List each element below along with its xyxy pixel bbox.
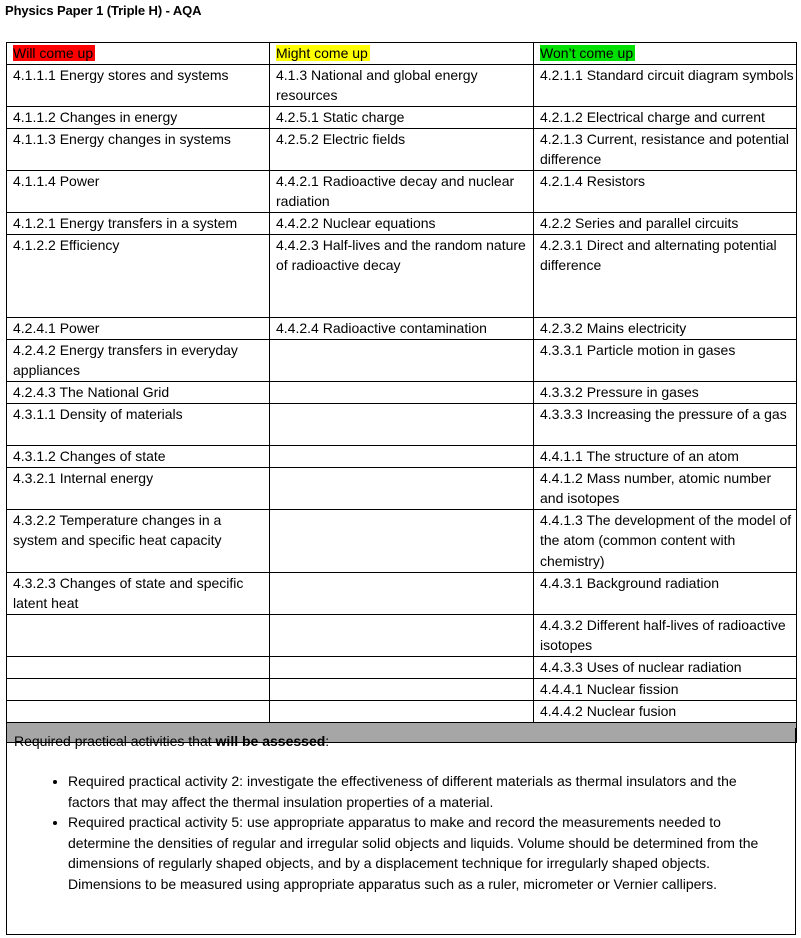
topic-cell-wont: 4.4.1.3 The development of the model of the atom (common content with chemistry) — [534, 509, 797, 572]
practicals-intro-suffix: : — [325, 733, 330, 749]
topic-cell-will: 4.3.1.1 Density of materials — [7, 403, 270, 445]
topic-cell-might: 4.2.5.1 Static charge — [270, 106, 534, 128]
topic-cell-might: 4.4.2.3 Half-lives and the random nature of radioactive decay — [270, 234, 534, 317]
topic-cell-will — [7, 678, 270, 700]
topic-cell-wont: 4.3.3.1 Particle motion in gases — [534, 339, 797, 381]
topic-cell-will — [7, 614, 270, 656]
topic-cell-will: 4.3.1.2 Changes of state — [7, 445, 270, 467]
practicals-intro-bold: will be assessed — [215, 733, 326, 749]
table-row — [7, 678, 797, 700]
page-title: Physics Paper 1 (Triple H) - AQA — [5, 3, 202, 18]
table-row — [7, 317, 797, 339]
topic-cell-wont: 4.2.1.3 Current, resistance and potential difference — [534, 128, 797, 170]
topic-cell-wont: 4.3.3.2 Pressure in gases — [534, 381, 797, 403]
topic-cell-will: 4.1.1.3 Energy changes in systems — [7, 128, 270, 170]
topic-cell-will: 4.1.1.2 Changes in energy — [7, 106, 270, 128]
topic-cell-might — [270, 445, 534, 467]
topic-cell-wont: 4.3.3.3 Increasing the pressure of a gas — [534, 403, 797, 445]
topic-cell-will: 4.2.4.1 Power — [7, 317, 270, 339]
table-row — [7, 614, 797, 656]
topic-cell-will: 4.1.2.1 Energy transfers in a system — [7, 212, 270, 234]
topic-cell-will: 4.2.4.3 The National Grid — [7, 381, 270, 403]
topic-cell-wont: 4.4.1.1 The structure of an atom — [534, 445, 797, 467]
topics-table — [6, 42, 797, 743]
topic-cell-might — [270, 509, 534, 572]
table-row — [7, 212, 797, 234]
table-row — [7, 572, 797, 614]
topic-cell-wont: 4.4.3.3 Uses of nuclear radiation — [534, 656, 797, 678]
topic-cell-wont: 4.2.2 Series and parallel circuits — [534, 212, 797, 234]
practicals-list — [7, 771, 778, 894]
practicals-box — [6, 728, 796, 935]
header-might: Might come up — [276, 45, 368, 61]
topic-cell-might — [270, 614, 534, 656]
table-row — [7, 403, 797, 445]
header-might-cell — [270, 43, 534, 65]
topic-cell-wont: 4.2.1.1 Standard circuit diagram symbols — [534, 64, 797, 106]
topic-cell-might — [270, 403, 534, 445]
table-row — [7, 170, 797, 212]
topic-cell-will: 4.3.2.2 Temperature changes in a system and specific heat capacity — [7, 509, 270, 572]
table-row — [7, 106, 797, 128]
topic-cell-will: 4.1.1.4 Power — [7, 170, 270, 212]
header-will: Will come up — [13, 45, 94, 61]
topic-cell-wont: 4.2.1.4 Resistors — [534, 170, 797, 212]
topic-cell-will: 4.1.2.2 Efficiency — [7, 234, 270, 317]
topic-cell-might — [270, 572, 534, 614]
table-row — [7, 445, 797, 467]
topic-cell-might — [270, 678, 534, 700]
table-row — [7, 128, 797, 170]
topic-cell-will: 4.1.1.1 Energy stores and systems — [7, 64, 270, 106]
table-row — [7, 64, 797, 106]
topic-cell-might — [270, 339, 534, 381]
topic-cell-will — [7, 700, 270, 722]
topic-cell-wont: 4.4.4.2 Nuclear fusion — [534, 700, 797, 722]
header-wont: Won’t come up — [540, 45, 634, 61]
topic-cell-wont: 4.4.3.1 Background radiation — [534, 572, 797, 614]
topic-cell-might — [270, 467, 534, 509]
topic-cell-wont: 4.4.3.2 Different half-lives of radioactive isotopes — [534, 614, 797, 656]
topic-cell-might — [270, 381, 534, 403]
practical-item: • Required practical activity 5: use appropriate apparatus to make and record the measurements needed to determine the densities of regular and irregular solid objects and liquids. Volume should be determined from the dimensions of regularly shaped objects, and by a displacement technique for irregularly shaped objects. Dimensions to be measured using appropriate apparatus such as a ruler, micrometer or Vernier callipers. — [68, 812, 778, 894]
topic-cell-wont: 4.4.4.1 Nuclear fission — [534, 678, 797, 700]
table-row — [7, 467, 797, 509]
table-row — [7, 339, 797, 381]
topic-cell-might: 4.1.3 National and global energy resources — [270, 64, 534, 106]
topic-cell-might: 4.4.2.1 Radioactive decay and nuclear radiation — [270, 170, 534, 212]
topic-cell-might — [270, 700, 534, 722]
practical-item: • Required practical activity 2: investigate the effectiveness of different materials as thermal insulators and the factors that may affect the thermal insulation properties of a material. — [68, 771, 778, 812]
practicals-intro — [14, 731, 329, 752]
topic-cell-will — [7, 656, 270, 678]
topic-cell-might: 4.4.2.4 Radioactive contamination — [270, 317, 534, 339]
header-will-cell — [7, 43, 270, 65]
topic-cell-wont: 4.2.1.2 Electrical charge and current — [534, 106, 797, 128]
topic-cell-will: 4.2.4.2 Energy transfers in everyday appliances — [7, 339, 270, 381]
table-row — [7, 509, 797, 572]
topic-cell-wont: 4.2.3.2 Mains electricity — [534, 317, 797, 339]
header-wont-cell — [534, 43, 797, 65]
topic-cell-wont: 4.2.3.1 Direct and alternating potential difference — [534, 234, 797, 317]
table-row — [7, 700, 797, 722]
table-row — [7, 234, 797, 317]
header-row — [7, 43, 797, 65]
table-row — [7, 656, 797, 678]
practicals-intro-prefix: Required practical activities that — [14, 733, 216, 749]
topic-cell-might: 4.2.5.2 Electric fields — [270, 128, 534, 170]
topic-cell-wont: 4.4.1.2 Mass number, atomic number and isotopes — [534, 467, 797, 509]
topic-cell-will: 4.3.2.1 Internal energy — [7, 467, 270, 509]
topic-cell-might — [270, 656, 534, 678]
topic-cell-might: 4.4.2.2 Nuclear equations — [270, 212, 534, 234]
table-row — [7, 381, 797, 403]
topic-cell-will: 4.3.2.3 Changes of state and specific latent heat — [7, 572, 270, 614]
